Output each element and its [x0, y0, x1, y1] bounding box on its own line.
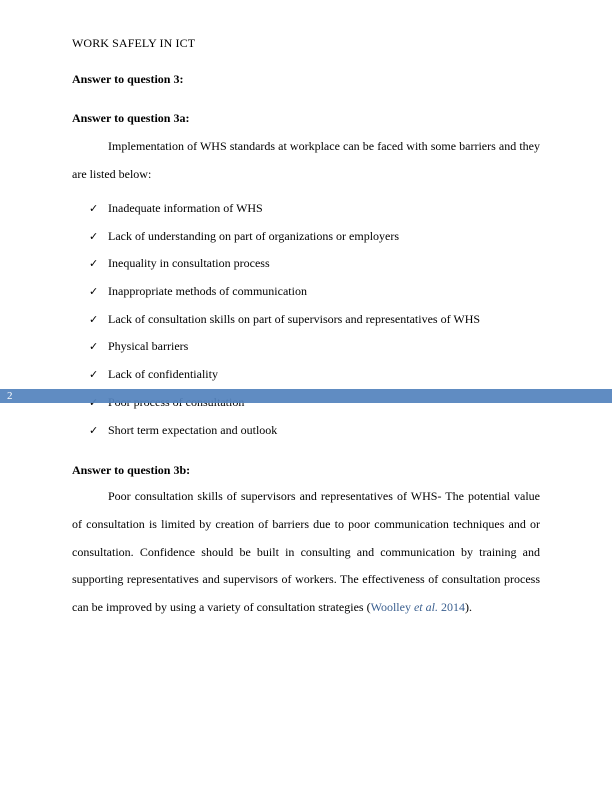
list-item-text: Inadequate information of WHS	[108, 201, 263, 215]
list-item	[72, 223, 540, 251]
checkmark-icon: ✓	[89, 257, 99, 271]
citation-year: 2014	[437, 600, 465, 615]
list-item	[72, 333, 540, 361]
page-break-band	[0, 389, 612, 403]
list-item-text: Short term expectation and outlook	[108, 422, 278, 437]
heading-question-3a: Answer to question 3a:	[72, 111, 190, 125]
barriers-checklist	[72, 195, 540, 444]
checkmark-icon: ✓	[89, 285, 99, 299]
body-paragraph-3b	[72, 483, 540, 622]
running-header: WORK SAFELY IN ICT	[72, 36, 196, 50]
list-item-text: Lack of consultation skills on part of supervisors and representatives of WHS	[108, 311, 481, 326]
page-number: 2	[7, 390, 13, 402]
checkmark-icon: ✓	[89, 202, 99, 215]
list-item-text: Inequality in consultation process	[108, 256, 270, 271]
list-item-text: Lack of understanding on part of organizations or employers	[108, 228, 400, 243]
heading-question-3b: Answer to question 3b:	[72, 463, 191, 477]
paragraph-closing: ).	[464, 600, 472, 615]
citation-author: Woolley	[370, 600, 414, 615]
citation-etal: et al.	[413, 600, 438, 615]
list-item	[72, 417, 540, 445]
list-item	[72, 361, 540, 389]
list-item-text: Inappropriate methods of communication	[108, 284, 307, 299]
checkmark-icon: ✓	[89, 423, 99, 437]
list-item-text: Physical barriers	[108, 339, 189, 354]
intro-paragraph-3a: Implementation of WHS standards at workplace can be faced with some barriers and they are listed below:	[72, 139, 540, 181]
list-item	[72, 306, 540, 334]
citation-link[interactable]	[371, 600, 465, 614]
checkmark-icon: ✓	[89, 312, 99, 326]
list-item	[72, 195, 540, 223]
list-item	[72, 250, 540, 278]
list-item-text: Lack of confidentiality	[108, 367, 218, 382]
checkmark-icon: ✓	[89, 368, 99, 382]
list-item	[72, 278, 540, 306]
checkmark-icon: ✓	[89, 340, 99, 354]
heading-question-3: Answer to question 3:	[72, 72, 184, 86]
paragraph-text: Poor consultation skills of supervisors and representatives of WHS- The potential value of consultation is limited by creation of barriers due to poor communication techniques and or consultation. Confidence should be built in consulting and communication by training and supporting representatives and supervisors of workers. The effectiveness of consultation process can be improved by using a variety of consultation strategies (	[72, 489, 540, 615]
checkmark-icon: ✓	[89, 229, 99, 243]
